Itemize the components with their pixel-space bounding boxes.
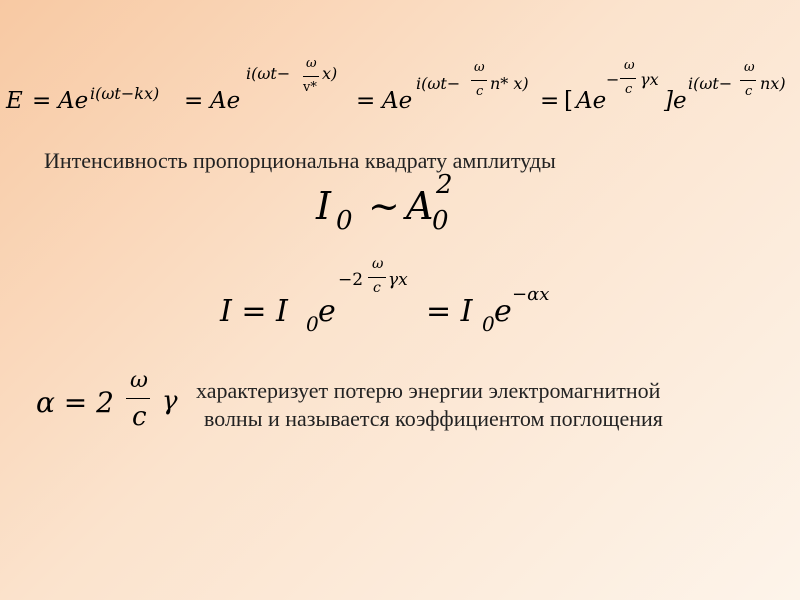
alpha-gamma: γ <box>162 386 178 416</box>
exponent-5-den: c <box>745 84 753 99</box>
bracket-open: [ <box>564 88 573 114</box>
exponent-4-post: γx <box>640 70 659 89</box>
exponent-4-pre: − <box>606 70 620 89</box>
exponent-2-post: x) <box>322 64 338 83</box>
exponent-3-fraction-line <box>471 80 487 81</box>
prop-I: I <box>316 184 332 228</box>
eq-equals-3: = <box>356 88 376 114</box>
exponent-5-post: nx) <box>760 74 786 93</box>
exponent-4-fraction-line <box>620 78 636 79</box>
prop-A-sup: 2 <box>436 170 453 200</box>
exponent-3-num: ω <box>474 60 485 75</box>
intensity-statement: Интенсивность пропорциональна квадрату амплитуды <box>44 148 556 173</box>
exponent-4-den: c <box>625 82 633 97</box>
alpha-definition <box>36 368 196 448</box>
decay-sub0: 0 <box>306 312 319 336</box>
intensity-decay-law <box>220 256 580 346</box>
eq-Ae-4: Ae <box>576 88 607 114</box>
decay-exp-post: γx <box>388 270 408 290</box>
exponent-5-pre: i(ωt− <box>688 74 733 93</box>
eq-equals-4: = <box>540 88 560 114</box>
alpha-num: ω <box>130 368 148 393</box>
decay-exp-fraction-line <box>368 277 386 278</box>
alpha-den: c <box>132 402 147 432</box>
exponent-5-num: ω <box>744 60 755 75</box>
decay-exp-den: c <box>373 280 381 296</box>
decay-sub0-b: 0 <box>482 312 495 336</box>
exponent-2-pre: i(ωt− <box>246 64 291 83</box>
exponent-4-num: ω <box>624 58 635 73</box>
alpha-description-line1: характеризует потерю энергии электромагнитной <box>196 378 661 403</box>
alpha-fraction-line <box>126 398 150 399</box>
exponent-5-fraction-line <box>740 80 756 81</box>
intensity-proportionality <box>316 170 476 244</box>
exponent-1: i(ωt−kx) <box>90 84 160 103</box>
eq-Ae-1: Ae <box>58 88 89 114</box>
decay-exp-pre: −2 <box>338 270 364 290</box>
wave-equation-row <box>0 0 800 140</box>
exponent-3-den: c <box>476 84 484 99</box>
bracket-close-e: ]e <box>664 88 687 114</box>
decay-exp2: −αx <box>512 284 550 305</box>
eq-Ae-2: Ae <box>210 88 241 114</box>
decay-e2: e <box>494 294 512 329</box>
exponent-2-den: v* <box>303 80 317 95</box>
alpha-lhs: α = 2 <box>36 386 114 419</box>
prop-tilde: ~ <box>368 184 400 228</box>
decay-eq: = I <box>426 294 473 329</box>
exponent-3-pre: i(ωt− <box>416 74 461 93</box>
eq-E: E <box>6 88 23 114</box>
exponent-2-fraction-line <box>303 76 319 77</box>
exponent-2-num: ω <box>306 56 317 71</box>
eq-equals-2: = <box>184 88 204 114</box>
prop-I-sub: 0 <box>336 206 353 236</box>
eq-equals-1: = <box>32 88 52 114</box>
prop-A-sub: 0 <box>432 206 449 236</box>
exponent-3-post: n* x) <box>490 74 529 93</box>
decay-e: e <box>318 294 336 329</box>
decay-exp-num: ω <box>372 256 384 272</box>
decay-lhs: I = I <box>220 294 288 329</box>
prop-A: A <box>406 184 434 228</box>
alpha-description-line2: волны и называется коэффициентом поглощения <box>204 406 663 431</box>
eq-Ae-3: Ae <box>382 88 413 114</box>
